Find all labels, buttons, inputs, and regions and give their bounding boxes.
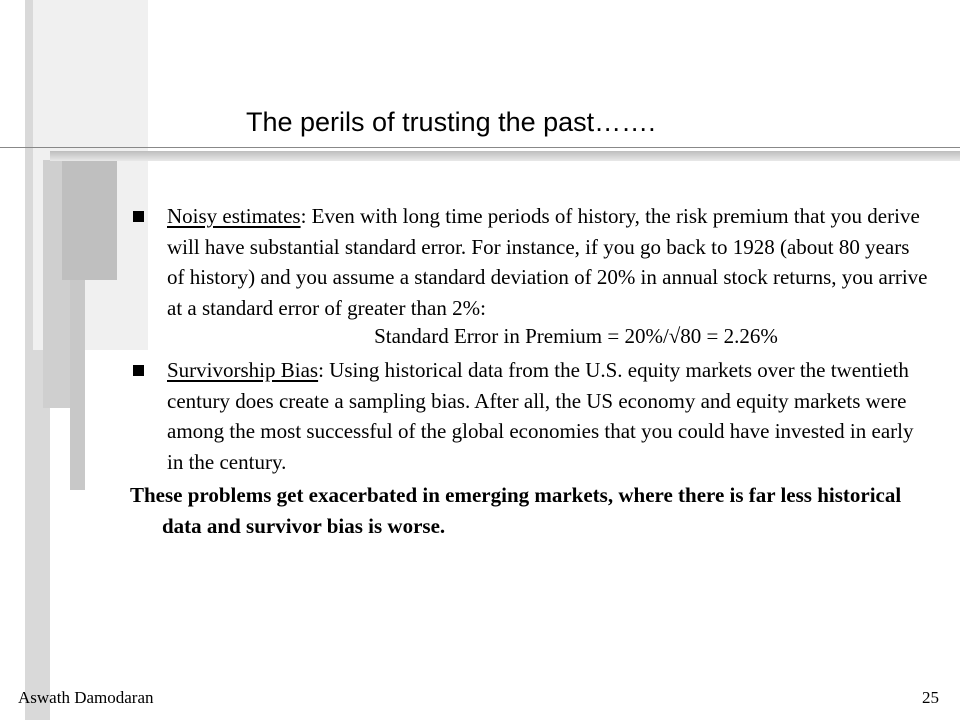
slide-body (130, 201, 930, 541)
decorative-bar (62, 160, 117, 280)
title-divider (0, 147, 960, 148)
square-bullet-icon (133, 211, 144, 222)
slide-title: The perils of trusting the past……. (246, 107, 656, 137)
conclusion-text: These problems get exacerbated in emerging markets, where there is far less historical data and survivor bias is worse. (130, 483, 902, 538)
bullet-text: : Even with long time periods of history, the risk premium that you derive will have substantial standard error. For instance, if you go back to 1928 (about 80 years of history) and you assume a standard deviation of 20% in annual stock returns, you arrive at a standard error of greater than 2%: (167, 204, 928, 320)
formula: Standard Error in Premium = 20%/√80 = 2.26% (374, 324, 778, 348)
square-bullet-icon (133, 365, 144, 376)
bullet-term: Noisy estimates (167, 204, 301, 228)
bullet-noisy-estimates (130, 201, 930, 323)
page-number: 25 (922, 688, 939, 707)
bullet-survivorship-bias (130, 355, 930, 477)
decorative-bar (70, 280, 85, 490)
bullet-text: : Using historical data from the U.S. equity markets over the twentieth century does create a sampling bias. After all, the US economy and equity markets were among the most successful of the global economies that you could have invested in early in the century. (167, 358, 914, 474)
bullet-term: Survivorship Bias (167, 358, 319, 382)
footer-author: Aswath Damodaran (18, 688, 154, 707)
title-divider-shadow (50, 151, 960, 161)
